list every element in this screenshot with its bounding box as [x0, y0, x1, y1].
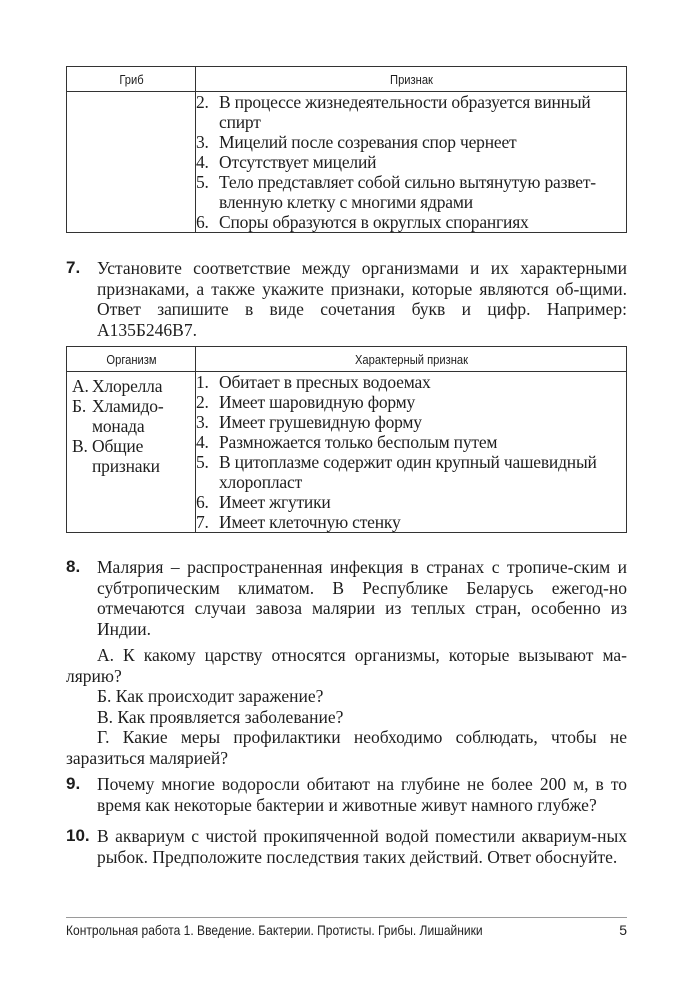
subquestion: Б. Как происходит заражение? — [97, 686, 324, 706]
header-organism: Организм — [76, 347, 187, 372]
header-characteristic: Характерный признак — [226, 347, 597, 372]
list-item: 7. Имеет клеточную стенку — [196, 512, 401, 532]
list-item: 5. Тело представляет собой сильно вытянутую развет-вленную клетку с многими ядрами — [196, 172, 596, 212]
list-item: 4. Размножается только бесполым путем — [196, 432, 498, 452]
subquestion: А. К какому царству относятся организмы, которые вызывают ма-лярию? — [66, 645, 627, 686]
footer-title: Контрольная работа 1. Введение. Бактерии. Протисты. Грибы. Лишайники — [66, 922, 483, 938]
question-text: В аквариум с чистой прокипяченной водой поместили аквариум-ных рыбок. Предположите последствия таких действий. Ответ обоснуйте. — [97, 826, 627, 867]
list-item: 4. Отсутствует мицелий — [196, 152, 377, 172]
list-item: 6. Имеет жгутики — [196, 492, 331, 512]
list-item: 2. Имеет шаровидную форму — [196, 392, 416, 412]
question-7 — [66, 258, 627, 340]
organism-item: В. Общие признаки — [72, 436, 160, 476]
list-item: 6. Споры образуются в округлых спорангиях — [196, 212, 529, 232]
fungi-table-row — [67, 92, 627, 233]
organisms-table-row — [67, 372, 627, 533]
characteristic-cell — [196, 372, 627, 533]
question-text: Почему многие водоросли обитают на глубине не более 200 м, в то время как некоторые бактерии и животные живут намного глубже? — [97, 774, 627, 815]
header-fungus: Гриб — [76, 67, 187, 92]
fungus-cell — [67, 92, 196, 233]
organism-item: Б. Хламидо-монада — [72, 396, 164, 436]
organisms-table — [66, 346, 627, 533]
list-item: 5. В цитоплазме содержит один крупный чашевидный хлоропласт — [196, 452, 597, 492]
subquestion: В. Как проявляется заболевание? — [97, 706, 344, 727]
question-9 — [66, 774, 627, 815]
feature-cell — [196, 92, 627, 233]
question-number: 9. — [66, 774, 81, 793]
subquestion: Г. Какие меры профилактики необходимо соблюдать, чтобы не заразиться малярией? — [66, 727, 627, 768]
header-feature: Признак — [226, 67, 597, 92]
organism-item: А. Хлорелла — [72, 376, 163, 396]
question-number: 10. — [66, 826, 90, 845]
question-number: 8. — [66, 557, 81, 576]
question-number: 7. — [66, 258, 81, 277]
question-8 — [66, 557, 627, 768]
organisms-table-header — [67, 347, 627, 372]
fungi-table — [66, 66, 627, 233]
fungi-table-header — [67, 67, 627, 92]
question-text: Установите соответствие между организмами и их характерными признаками, а также укажите признаки, которые являются об-щими. Ответ запишите в виде сочетания букв и цифр. Например: А135Б246В7. — [97, 258, 627, 340]
question-text: Малярия – распространенная инфекция в странах с тропиче-ским и субтропическим климатом. В Республике Беларусь ежегод-но отмечаются случаи завоза малярии из теплых стран, особенно из Индии. — [97, 557, 627, 639]
organism-cell — [67, 372, 196, 533]
list-item: 1. Обитает в пресных водоемах — [196, 372, 431, 392]
page-number: 5 — [619, 922, 627, 938]
list-item: 2. В процессе жизнедеятельности образуется винный спирт — [196, 92, 591, 132]
page-footer — [66, 922, 627, 938]
question-10 — [66, 826, 627, 867]
list-item: 3. Мицелий после созревания спор чернеет — [196, 132, 517, 152]
footer-divider — [66, 917, 627, 918]
list-item: 3. Имеет грушевидную форму — [196, 412, 422, 432]
